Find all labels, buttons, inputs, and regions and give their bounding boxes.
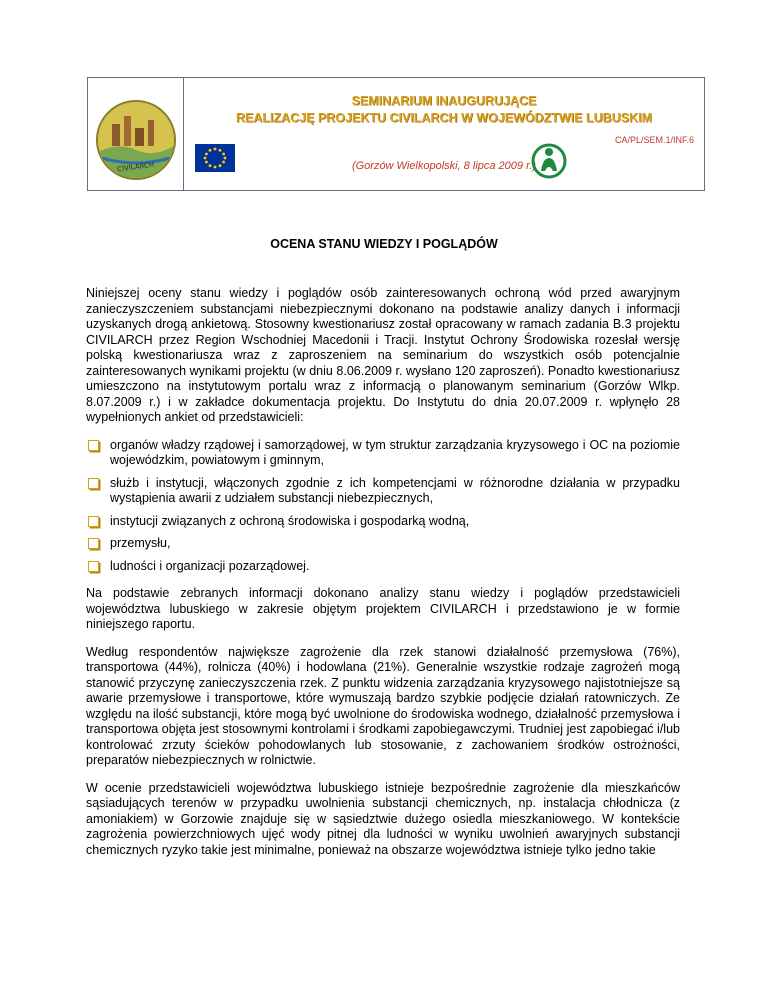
risk-paragraph: W ocenie przedstawicieli województwa lubuskiego istnieje bezpośrednie zagrożenie dla mieszkańców sąsiadujących terenów w przypadku uwolnienia substancji chemicznych, np. instalacja chłodnicza (z amoniakiem) w Gorzowie znajduje się w sąsiedztwie dużego osiedla mieszkaniowego. W kontekście zagrożenia powierzchniowych ujęć wody pitnej dla ludności w wyniku uwolnień awaryjnych substancji chemicznych ryzyko takie jest minimalne, ponieważ na obszarze województwa istnieje tylko jedno takie <box>86 780 680 857</box>
respondent-groups-list <box>86 438 680 575</box>
civilarch-logo <box>96 100 176 180</box>
list-item <box>86 438 680 469</box>
checkbox-bullet-icon <box>88 440 99 451</box>
list-item-text: ludności i organizacji pozarządowej. <box>110 558 310 573</box>
checkbox-bullet-icon <box>88 516 99 527</box>
project-logo-cell <box>88 78 184 190</box>
meeting-date-place: (Gorzów Wielkopolski, 8 lipca 2009 r.) <box>351 160 537 172</box>
header-box <box>87 77 705 191</box>
list-item-text: organów władzy rządowej i samorządowej, w tym struktur zarządzania kryzysowego i OC na poziomie wojewódzkim, powiatowym i gminnym, <box>110 437 680 467</box>
checkbox-bullet-icon <box>88 538 99 549</box>
checkbox-bullet-icon <box>88 561 99 572</box>
checkbox-bullet-icon <box>88 478 99 489</box>
seminar-title-line2: REALIZACJĘ PROJEKTU CIVILARCH W WOJEWÓDZTWIE LUBUSKIM <box>236 111 652 125</box>
list-item-text: przemysłu, <box>110 536 171 550</box>
civilarch-logo-graphic <box>98 102 174 178</box>
intro-paragraph: Niniejszej oceny stanu wiedzy i poglądów osób zainteresowanych ochroną wód przed awaryjnym zanieczyszczeniem substancjami niebezpiecznymi dokonano na podstawie analizy danych i informacji uzyskanych drogą ankietową. Stosowny kwestionariusz został opracowany w ramach zadania B.3 projektu CIVILARCH przez Region Wschodniej Macedonii i Tracji. Instytut Ochrony Środowiska rozesłał wersję polską kwestionariusza wraz z zaproszeniem na seminarium do wszystkich osób potencjalnie zainteresowanych wynikami projektu (w dniu 8.06.2009 r. wysłano 120 zaproszeń). Ponadto kwestionariusz umieszczono na instytutowym portalu wraz z informacją o planowanym seminarium (Gorzów Wlkp. 8.07.2009 r.) i w zakładce dokumentacja projektu. Do Instytutu do dnia 20.07.2009 r. wpłynęło 28 wypełnionych ankiet od przedstawicieli: <box>86 286 680 424</box>
list-item <box>86 536 680 552</box>
seminar-title <box>184 93 704 127</box>
list-item-text: instytucji związanych z ochroną środowiska i gospodarką wodną, <box>110 513 470 528</box>
seminar-title-line1: SEMINARIUM INAUGURUJĄCE <box>351 94 537 108</box>
list-item <box>86 476 680 507</box>
analysis-paragraph: Na podstawie zebranych informacji dokonano analizy stanu wiedzy i poglądów przedstawicieli województwa lubuskiego w zakresie objętym projektem CIVILARCH i przedstawiono je w formie niniejszego raportu. <box>86 586 680 631</box>
document-body <box>86 286 680 870</box>
institute-logo-icon <box>531 141 567 181</box>
document-title: OCENA STANU WIEDZY I POGLĄDÓW <box>270 237 498 251</box>
threats-paragraph: Według respondentów największe zagrożenie dla rzek stanowi działalność przemysłowa (76%), transportowa (44%), rolnicza (40%) i hodowlana (21%). Generalnie wszystkie rodzaje zagrożeń mogą stanowić przyczynę zanieczyszczenia rzek. Z punktu widzenia zarządzania kryzysowego najistotniejsze są awarie przemysłowe i transportowe, które wymuszają bardzo szybkie podjęcie działań ratowniczych. Ze względu na ilość substancji, które mogą być uwolnione do środowiska wodnego, działalność przemysłowa i transportowa objęta jest stosownymi kontrolami i środkami zapobiegawczymi. Trudniej jest zapobiegać i/lub kontrolować zrzuty ścieków pohodowlanych lub stosowanie, z zachowaniem środków ostrożności, preparatów niebezpiecznych w rolnictwie. <box>86 644 680 767</box>
logo-text: CIVILARCH <box>116 160 155 174</box>
document-code: CA/PL/SEM.1/INF.6 <box>614 135 694 145</box>
list-item <box>86 514 680 530</box>
list-item-text: służb i instytucji, włączonych zgodnie z ich kompetencjami w różnorodne działania w przypadku wystąpienia awarii z udziałem substancji niebezpiecznych, <box>110 475 680 505</box>
list-item <box>86 559 680 575</box>
